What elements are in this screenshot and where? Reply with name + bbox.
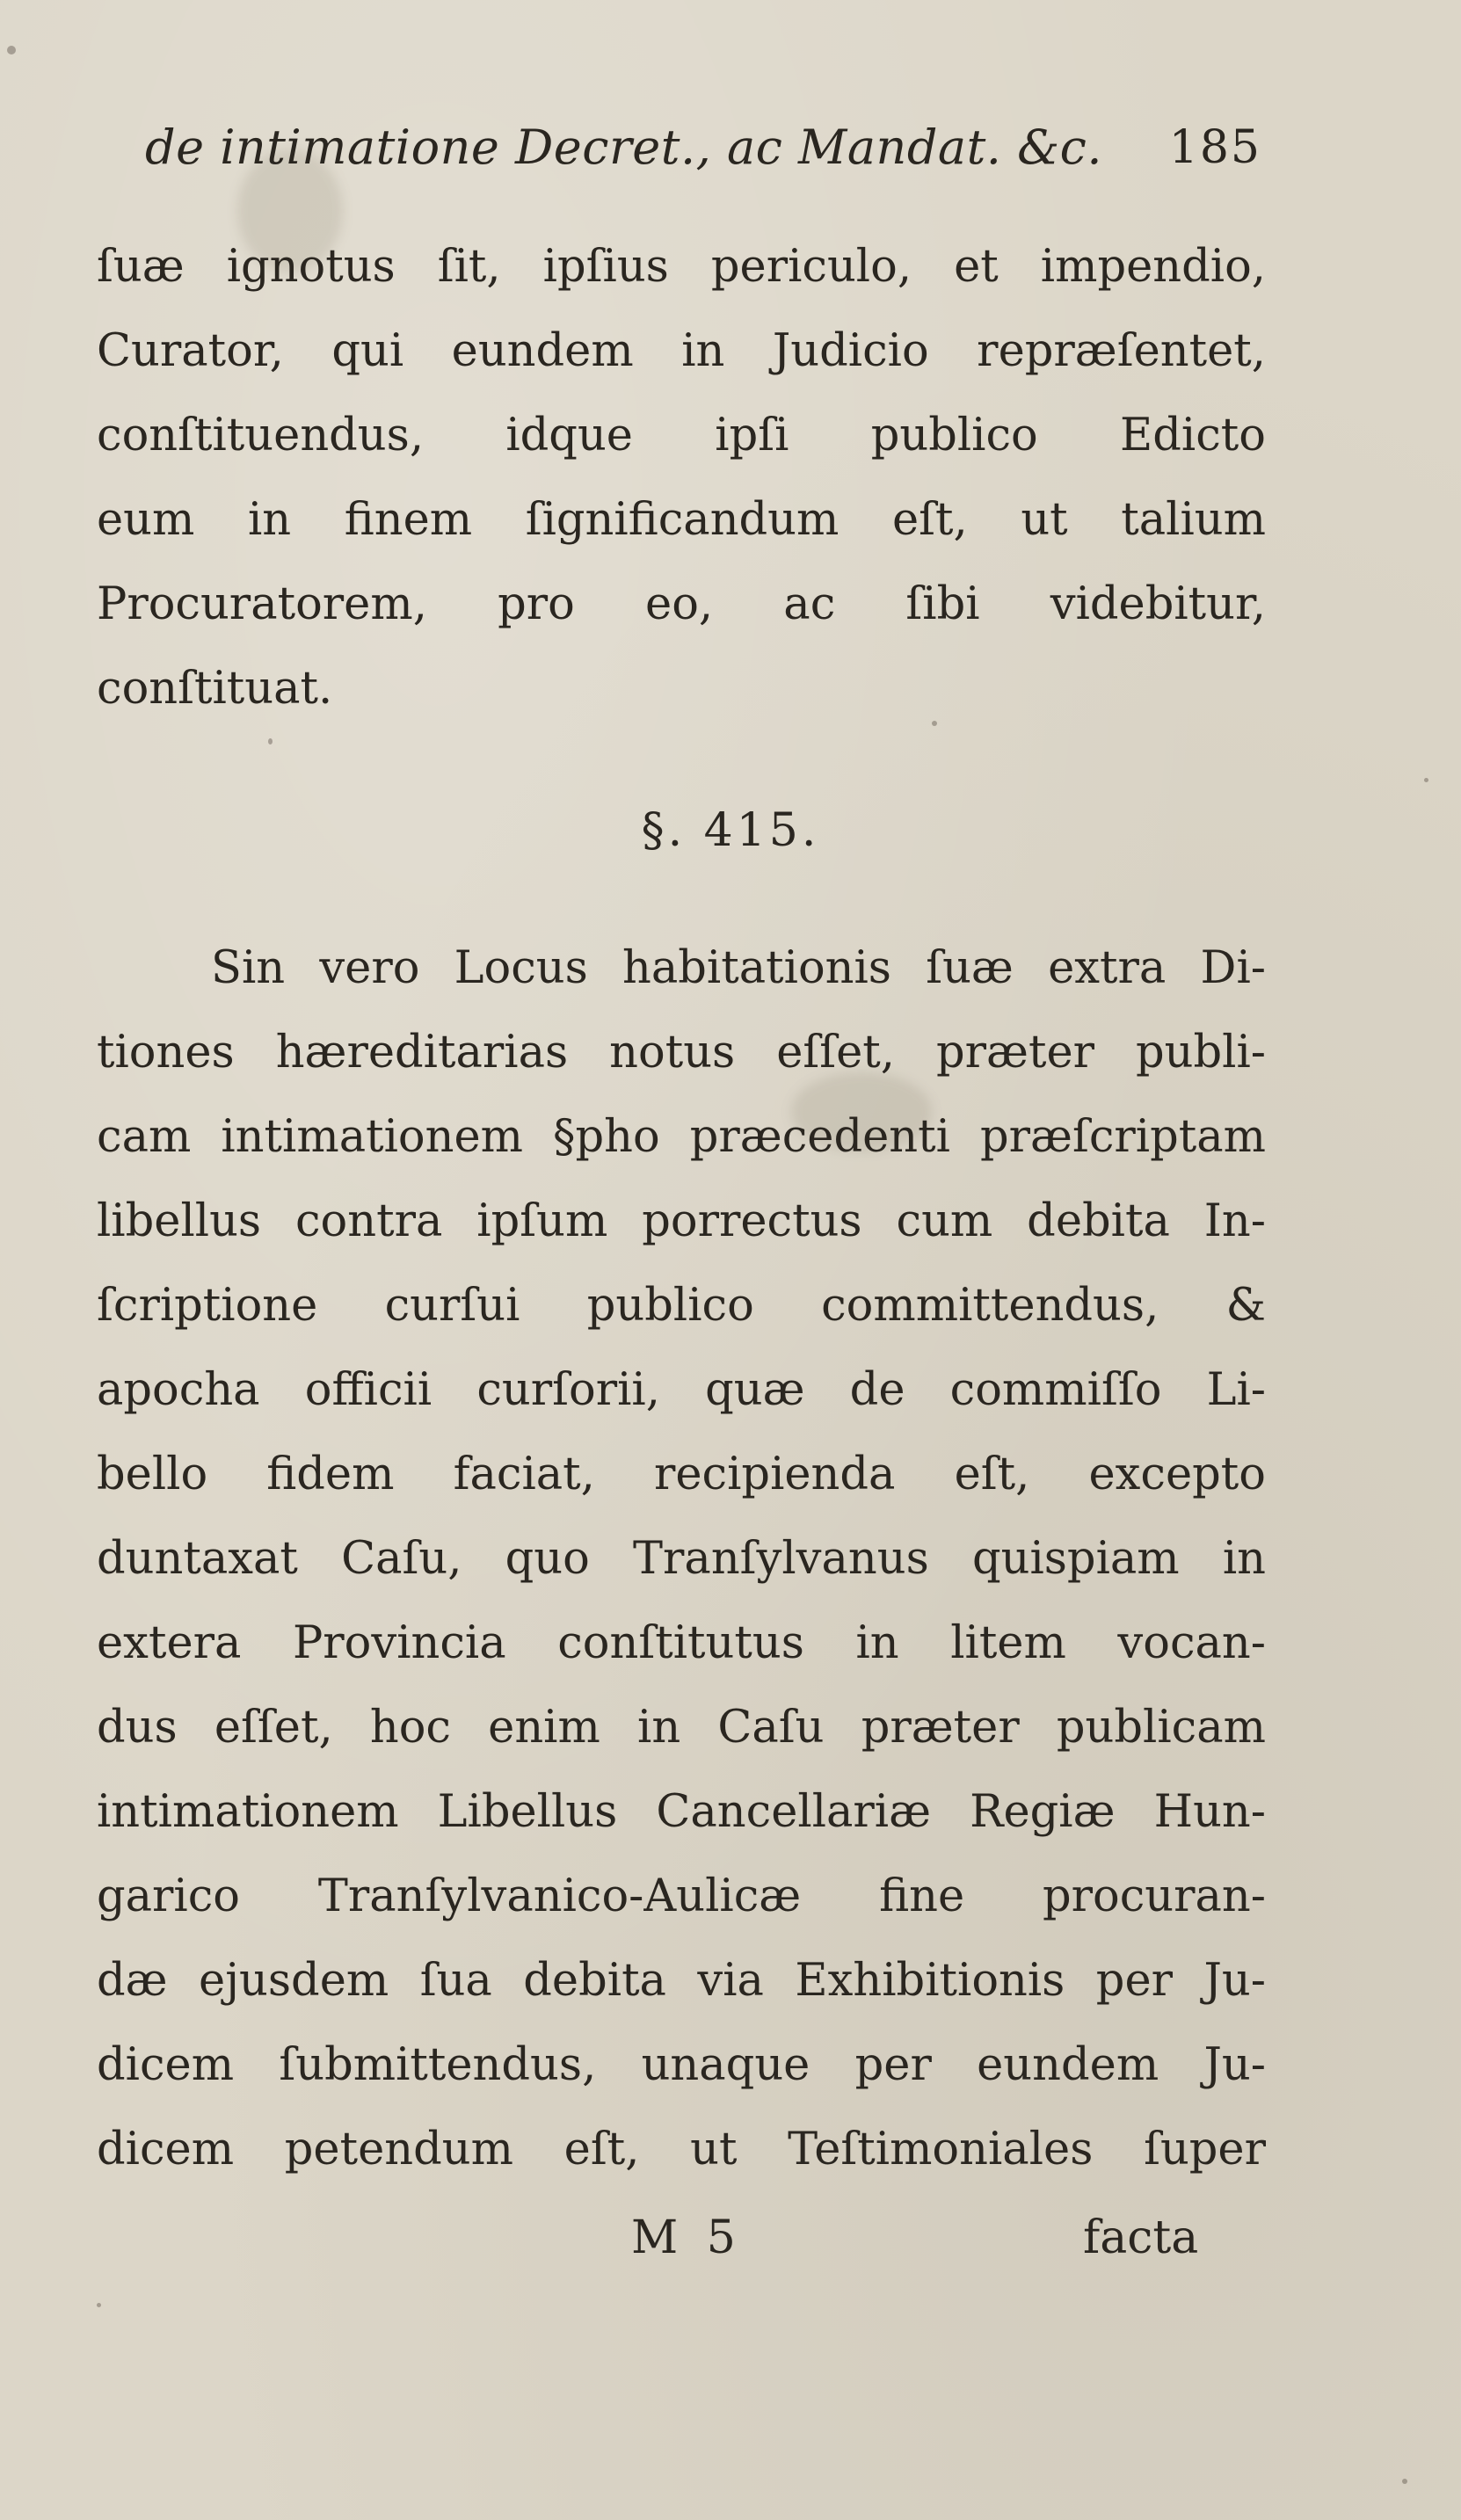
text-line: Procuratorem, pro eo, ac ſibi videbitur, xyxy=(97,578,1266,630)
text-line: tiones hæreditarias notus eſſet, præter publi- xyxy=(97,1027,1266,1078)
page-footer xyxy=(0,2211,1461,2291)
page-header xyxy=(145,113,1261,192)
paper-speck xyxy=(268,738,273,744)
text-line: garico Tranſylvanico-Aulicæ fine procuran- xyxy=(97,1870,1266,1922)
text-line: conſtituat. xyxy=(97,663,333,715)
signature-mark: M 5 xyxy=(631,2211,743,2264)
text-line: Sin vero Locus habitationis ſuæ extra Di- xyxy=(211,942,1266,994)
text-line: dæ ejusdem ſua debita via Exhibitionis per Ju- xyxy=(97,1955,1266,2007)
paper-speck xyxy=(97,2303,101,2307)
text-line: bello fidem faciat, recipienda eſt, excepto xyxy=(97,1449,1266,1500)
text-line: dicem petendum eſt, ut Teſtimoniales ſuper xyxy=(97,2124,1266,2175)
text-line: duntaxat Caſu, quo Tranſylvanus quispiam in xyxy=(97,1533,1266,1585)
paper-speck xyxy=(1402,2479,1407,2484)
section-heading: §. 415. xyxy=(641,804,820,857)
text-line: cam intimationem §pho præcedenti præſcriptam xyxy=(97,1111,1266,1163)
text-line: dus eſſet, hoc enim in Caſu præter publicam xyxy=(97,1702,1266,1754)
text-line: libellus contra ipſum porrectus cum debita In- xyxy=(97,1195,1266,1247)
text-line: eum in finem ſignificandum eſt, ut talium xyxy=(97,494,1266,546)
text-line: apocha officii curſorii, quæ de commiſſo Li- xyxy=(97,1364,1266,1416)
paper-speck xyxy=(7,46,16,54)
text-line: extera Provincia conſtitutus in litem vocan- xyxy=(97,1617,1266,1669)
page-number: 185 xyxy=(1168,121,1261,174)
text-line: ſuæ ignotus ſit, ipſius periculo, et impendio, xyxy=(97,241,1266,293)
text-line: Curator, qui eundem in Judicio repræſentet, xyxy=(97,325,1266,377)
catchword: facta xyxy=(1083,2211,1199,2264)
text-line: intimationem Libellus Cancellariæ Regiæ Hun- xyxy=(97,1786,1266,1838)
running-title: de intimatione Decret., ac Mandat. &c. xyxy=(145,120,1103,175)
text-line: ſcriptione curſui publico committendus, & xyxy=(97,1280,1266,1332)
paragraph-continued xyxy=(97,225,1266,731)
text-line: conſtituendus, idque ipſi publico Edicto xyxy=(97,410,1266,461)
paragraph-section-415 xyxy=(97,926,1266,2192)
paper-speck xyxy=(1424,778,1428,782)
text-line: dicem ſubmittendus, unaque per eundem Ju- xyxy=(97,2039,1266,2091)
